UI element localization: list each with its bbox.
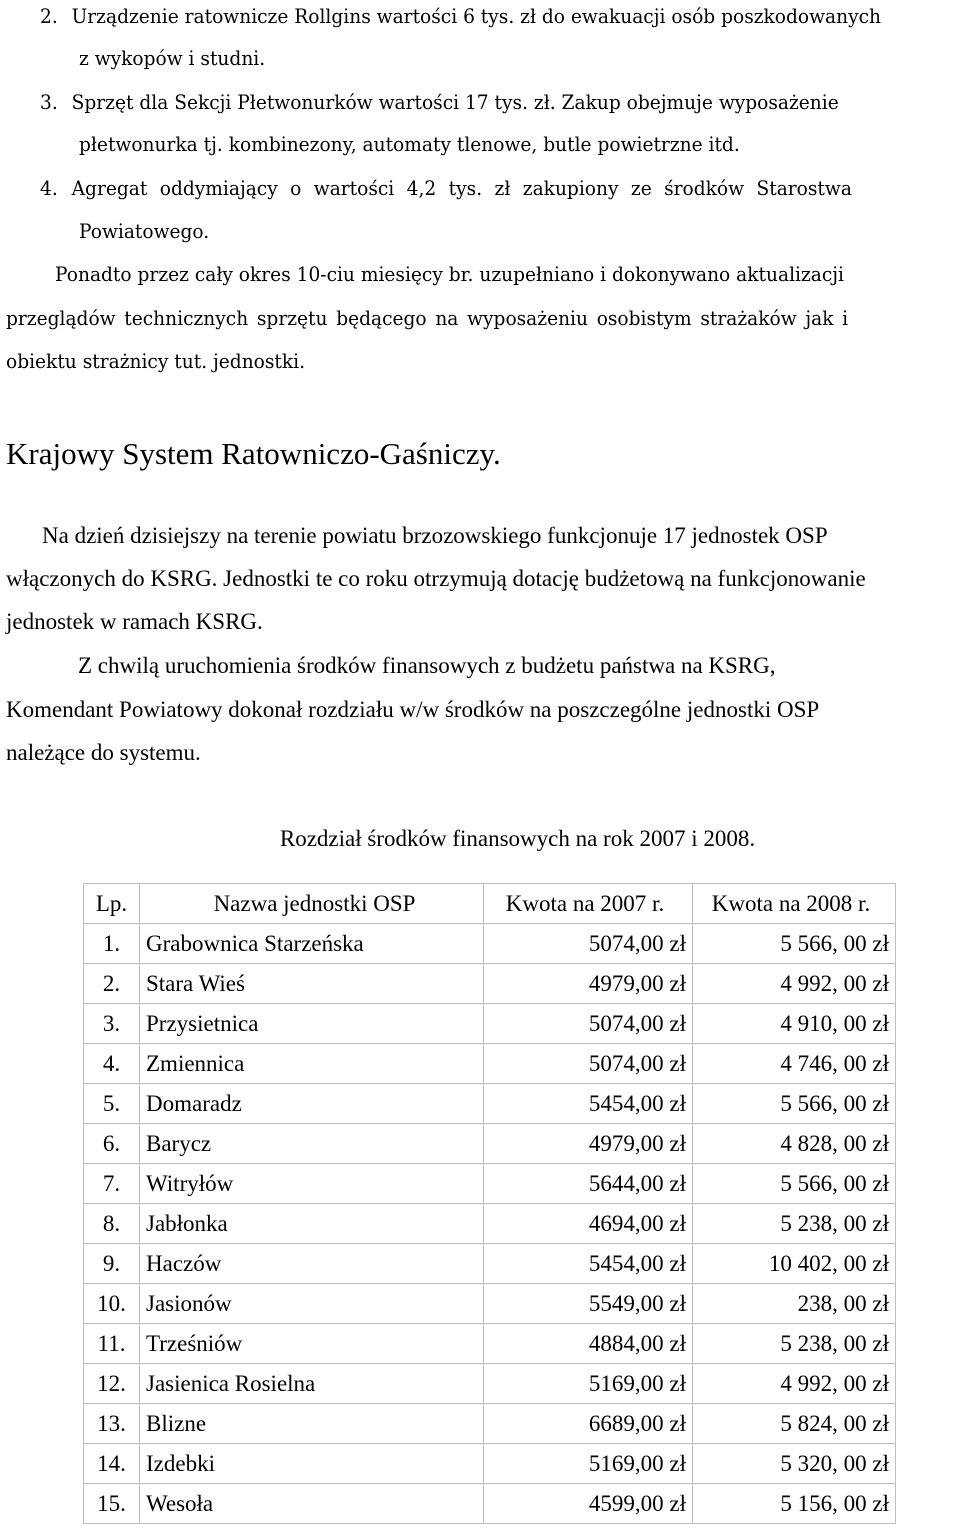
- cell-amount-2008: 5 566, 00 zł: [693, 1164, 896, 1204]
- cell-unit-name: Stara Wieś: [140, 964, 484, 1004]
- list-item-2-continuation: z wykopów i studni.: [79, 46, 266, 70]
- cell-lp: 4.: [84, 1044, 140, 1084]
- cell-amount-2008: 4 746, 00 zł: [693, 1044, 896, 1084]
- cell-amount-2008: 5 238, 00 zł: [693, 1204, 896, 1244]
- cell-amount-2008: 4 828, 00 zł: [693, 1124, 896, 1164]
- list-item-4: [40, 178, 852, 198]
- cell-amount-2008: 5 566, 00 zł: [693, 924, 896, 964]
- cell-amount-2007: 5074,00 zł: [484, 924, 693, 964]
- cell-amount-2007: 6689,00 zł: [484, 1404, 693, 1444]
- table-row: [84, 1044, 896, 1084]
- cell-amount-2008: 5 824, 00 zł: [693, 1404, 896, 1444]
- table-row: [84, 1444, 896, 1484]
- cell-unit-name: Jabłonka: [140, 1204, 484, 1244]
- cell-amount-2008: 5 238, 00 zł: [693, 1324, 896, 1364]
- cell-unit-name: Witryłów: [140, 1164, 484, 1204]
- cell-amount-2007: 5169,00 zł: [484, 1444, 693, 1484]
- table-row: [84, 1164, 896, 1204]
- paragraph-3-line-3: należące do systemu.: [6, 740, 201, 765]
- list-item-text: Sprzęt dla Sekcji Płetwonurków wartości 17 tys. zł. Zakup obejmuje wyposażenie: [71, 90, 839, 114]
- cell-amount-2008: 4 992, 00 zł: [693, 964, 896, 1004]
- cell-lp: 14.: [84, 1444, 140, 1484]
- cell-lp: 9.: [84, 1244, 140, 1284]
- table-row: [84, 1004, 896, 1044]
- cell-lp: 13.: [84, 1404, 140, 1444]
- table-row: [84, 1084, 896, 1124]
- list-item-3-continuation: płetwonurka tj. kombinezony, automaty tlenowe, butle powietrzne itd.: [79, 132, 740, 156]
- table-row: [84, 1244, 896, 1284]
- cell-amount-2007: 5454,00 zł: [484, 1244, 693, 1284]
- table-row: [84, 964, 896, 1004]
- table-row: [84, 1124, 896, 1164]
- paragraph-2-line-3: jednostek w ramach KSRG.: [6, 609, 263, 634]
- cell-lp: 10.: [84, 1284, 140, 1324]
- paragraph-2-line-2: włączonych do KSRG. Jednostki te co roku otrzymują dotację budżetową na funkcjonowanie: [6, 566, 866, 591]
- header-unit-name: Nazwa jednostki OSP: [140, 884, 484, 924]
- cell-unit-name: Jasionów: [140, 1284, 484, 1324]
- paragraph-1-line-1: Ponadto przez cały okres 10-ciu miesięcy br. uzupełniano i dokonywano aktualizacji: [55, 262, 845, 286]
- header-lp: Lp.: [84, 884, 140, 924]
- cell-amount-2007: 4979,00 zł: [484, 964, 693, 1004]
- cell-unit-name: Jasienica Rosielna: [140, 1364, 484, 1404]
- cell-unit-name: Barycz: [140, 1124, 484, 1164]
- cell-unit-name: Wesoła: [140, 1484, 484, 1524]
- cell-lp: 1.: [84, 924, 140, 964]
- paragraph-1-line-2: przeglądów technicznych sprzętu będącego na wyposażeniu osobistym strażaków jak i: [6, 306, 849, 330]
- cell-amount-2008: 4 910, 00 zł: [693, 1004, 896, 1044]
- paragraph-1-line-3: obiektu strażnicy tut. jednostki.: [6, 349, 306, 373]
- cell-unit-name: Blizne: [140, 1404, 484, 1444]
- cell-lp: 7.: [84, 1164, 140, 1204]
- allocation-table: [83, 883, 896, 1524]
- list-item-text: Urządzenie ratownicze Rollgins wartości 6 tys. zł do ewakuacji osób poszkodowanych: [71, 4, 882, 28]
- cell-amount-2008: 5 156, 00 zł: [693, 1484, 896, 1524]
- cell-lp: 2.: [84, 964, 140, 1004]
- cell-lp: 15.: [84, 1484, 140, 1524]
- table-header-row: [84, 884, 896, 924]
- cell-amount-2007: 5169,00 zł: [484, 1364, 693, 1404]
- cell-unit-name: Przysietnica: [140, 1004, 484, 1044]
- list-number: 4.: [40, 176, 58, 200]
- cell-unit-name: Zmiennica: [140, 1044, 484, 1084]
- cell-amount-2007: 4884,00 zł: [484, 1324, 693, 1364]
- cell-unit-name: Haczów: [140, 1244, 484, 1284]
- table-row: [84, 1284, 896, 1324]
- cell-amount-2007: 5074,00 zł: [484, 1044, 693, 1084]
- list-item-4-continuation: Powiatowego.: [79, 219, 210, 243]
- cell-amount-2007: 4599,00 zł: [484, 1484, 693, 1524]
- list-item-text: Agregat oddymiający o wartości 4,2 tys. zł zakupiony ze środków Starostwa: [71, 176, 852, 200]
- table-row: [84, 1204, 896, 1244]
- table-row: [84, 1364, 896, 1404]
- table-row: [84, 1324, 896, 1364]
- list-item-2: [40, 6, 881, 26]
- table-caption: Rozdział środków finansowych na rok 2007 i 2008.: [279, 826, 756, 851]
- cell-amount-2007: 5074,00 zł: [484, 1004, 693, 1044]
- cell-unit-name: Domaradz: [140, 1084, 484, 1124]
- cell-amount-2007: 5644,00 zł: [484, 1164, 693, 1204]
- list-number: 3.: [40, 90, 58, 114]
- paragraph-3-line-1: Z chwilą uruchomienia środków finansowych z budżetu państwa na KSRG,: [78, 653, 776, 678]
- paragraph-3-line-2: Komendant Powiatowy dokonał rozdziału w/w środków na poszczególne jednostki OSP: [6, 697, 820, 722]
- cell-unit-name: Grabownica Starzeńska: [140, 924, 484, 964]
- cell-amount-2007: 5549,00 zł: [484, 1284, 693, 1324]
- header-amount-2007: Kwota na 2007 r.: [484, 884, 693, 924]
- cell-amount-2008: 238, 00 zł: [693, 1284, 896, 1324]
- table-row: [84, 1404, 896, 1444]
- table-row: [84, 924, 896, 964]
- cell-amount-2008: 5 320, 00 zł: [693, 1444, 896, 1484]
- cell-amount-2008: 5 566, 00 zł: [693, 1084, 896, 1124]
- paragraph-2-line-1: Na dzień dzisiejszy na terenie powiatu brzozowskiego funkcjonuje 17 jednostek OSP: [42, 523, 828, 548]
- cell-lp: 5.: [84, 1084, 140, 1124]
- cell-lp: 6.: [84, 1124, 140, 1164]
- table-row: [84, 1484, 896, 1524]
- cell-amount-2007: 4979,00 zł: [484, 1124, 693, 1164]
- cell-amount-2007: 5454,00 zł: [484, 1084, 693, 1124]
- cell-lp: 3.: [84, 1004, 140, 1044]
- cell-unit-name: Trześniów: [140, 1324, 484, 1364]
- cell-amount-2008: 10 402, 00 zł: [693, 1244, 896, 1284]
- section-heading: Krajowy System Ratowniczo-Gaśniczy.: [6, 436, 501, 471]
- cell-lp: 8.: [84, 1204, 140, 1244]
- cell-amount-2008: 4 992, 00 zł: [693, 1364, 896, 1404]
- list-item-3: [40, 92, 839, 112]
- cell-lp: 11.: [84, 1324, 140, 1364]
- cell-unit-name: Izdebki: [140, 1444, 484, 1484]
- cell-lp: 12.: [84, 1364, 140, 1404]
- list-number: 2.: [40, 4, 58, 28]
- cell-amount-2007: 4694,00 zł: [484, 1204, 693, 1244]
- header-amount-2008: Kwota na 2008 r.: [693, 884, 896, 924]
